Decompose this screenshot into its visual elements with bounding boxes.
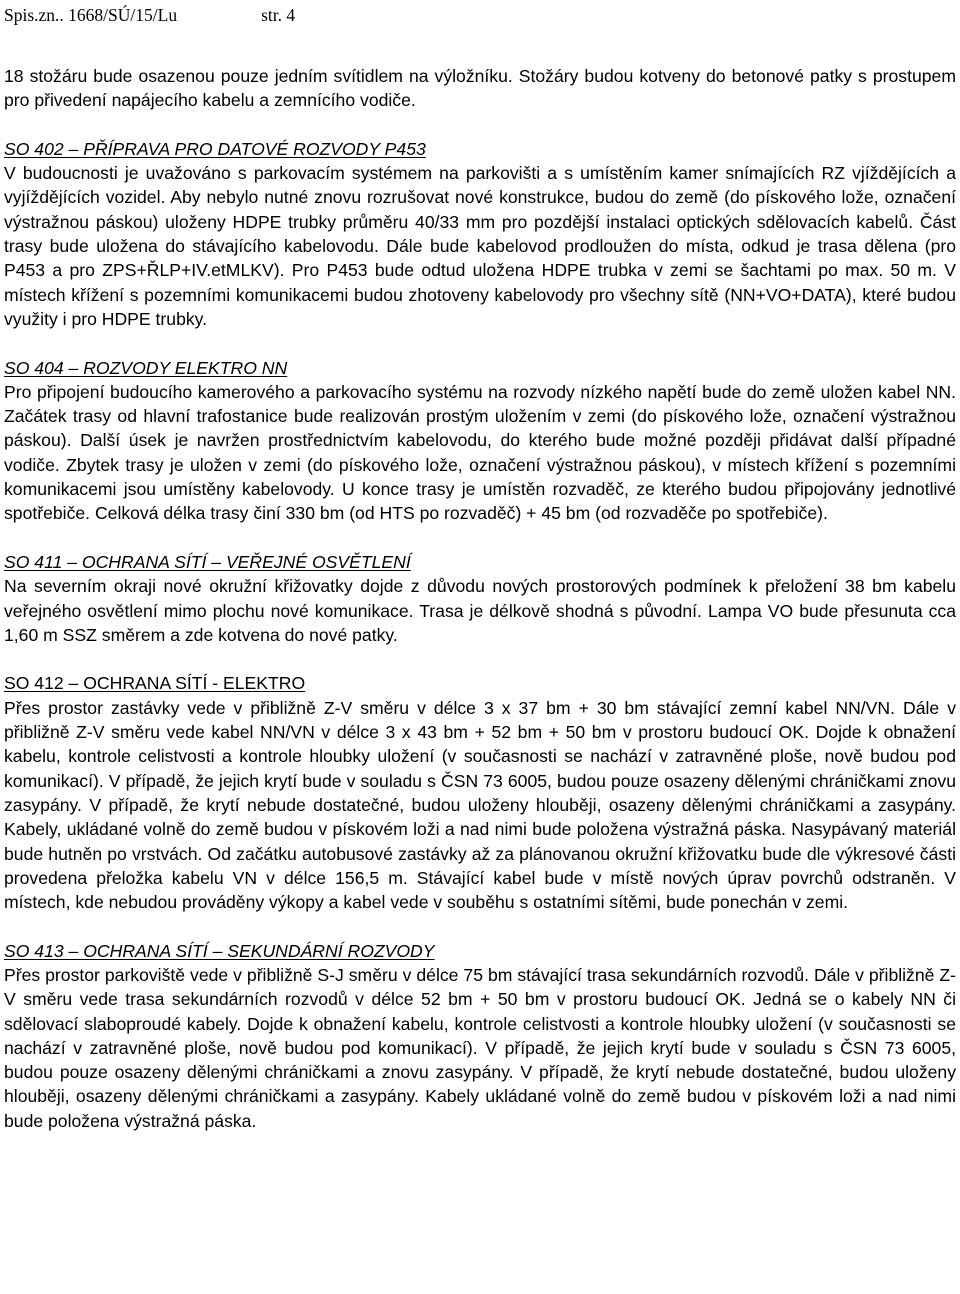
page-number: str. 4 [261, 5, 296, 25]
paragraph-gap [4, 914, 956, 938]
section-heading: SO 402 – PŘÍPRAVA PRO DATOVÉ ROZVODY P453 [4, 138, 426, 159]
paragraph-gap [4, 526, 956, 550]
section-body: Přes prostor parkoviště vede v přibližně S-J směru v délce 75 bm stávající trasa sekundárních rozvodů. Dále v přibližně Z-V směru vede trasa sekundárních rozvodů v délce 52 bm + 50 bm v prostoru budoucí OK. Jedná se o kabely NN či sdělovací slaboproudé kabely. Dojde k obnažení kabelu, kontrole celistvosti a kontrole hloubky uložení (v současnosti se nachází v zatravněné ploše, nově budou pod komunikací). V případě, že jejich krytí bude v souladu s ČSN 73 6005, budou pouze osazeny dělenými chráničkami a znovu zasypány. V případě, že krytí nebude dostatečné, budou uloženy hlouběji, osazeny dělenými chráničkami a zasypány. Kabely ukládané volně do země budou v pískovém loži a nad nimi bude položena výstražná páska. [4, 964, 956, 1131]
section-heading: SO 413 – OCHRANA SÍTÍ – SEKUNDÁRNÍ ROZVODY [4, 940, 435, 961]
section-body: Přes prostor zastávky vede v přibližně Z-V směru v délce 3 x 37 bm + 30 bm stávající zemní kabel NN/VN. Dále v přibližně Z-V směru vede kabel NN/VN v délce 3 x 43 bm + 52 bm + 50 bm v prostoru budoucí OK. Dojde k obnažení kabelu, kontrole celistvosti a kontrole hloubky uložení (v současnosti se nachází v zatravněné ploše, nově budou pod komunikací). V případě, že jejich krytí bude v souladu s ČSN 73 6005, budou pouze osazeny dělenými chráničkami znovu zasypány. V případě, že krytí nebude dostatečné, budou uloženy hlouběji, osazeny dělenými chráničkami a zasypány. Kabely, ukládané volně do země budou v pískovém loži a nad nimi bude položena výstražná páska. Nasypávaný materiál bude hutněn po vrstvách. Od začátku autobusové zastávky až za plánovanou okružní křižovatku bude dle výkresové části provedena přeložka kabelu VN v délce 156,5 m. Stávající kabel bude v místě nových úprav povrchů odstraněn. V místech, kde nebudou prováděny výkopy a kabel vede v souběhu s ostatními sítěmi, bude ponechán v zemi. [4, 697, 956, 913]
paragraph-gap [4, 647, 956, 671]
section-so-404 [4, 356, 956, 526]
section-body: Na severním okraji nové okružní křižovatky dojde z důvodu nových prostorových podmínek k přeložení 38 bm kabelu veřejného osvětlení mimo plochu nové komunikace. Trasa je délkově shodná s původní. Lampa VO bude přesunuta cca 1,60 m SSZ směrem a zde kotvena do nové patky. [4, 576, 956, 645]
paragraph-gap [4, 331, 956, 355]
document-body [4, 64, 956, 1133]
section-heading: SO 404 – ROZVODY ELEKTRO NN [4, 357, 288, 378]
section-body: Pro připojení budoucího kamerového a parkovacího systému na rozvody nízkého napětí bude do země uložen kabel NN. Začátek trasy od hlavní trafostanice bude realizován prostým uložením v zemi (do pískového lože, označení výstražnou páskou). Další úsek je navržen prostřednictvím kabelovodu, do kterého bude možné později přidávat další případné vodiče. Zbytek trasy je uložen v zemi (do pískového lože, označení výstražnou páskou), v místech křížení s pozemními komunikacemi jsou umístěny kabelovody. U konce trasy je umístěn rozvaděč, ze kterého budou připojovány jednotlivé spotřebiče. Celková délka trasy činí 330 bm (od HTS po rozvaděč) + 45 bm (od rozvaděče po spotřebiče). [4, 381, 956, 524]
section-so-413 [4, 939, 956, 1133]
section-heading: SO 411 – OCHRANA SÍTÍ – VEŘEJNÉ OSVĚTLENÍ [4, 551, 411, 572]
section-so-411 [4, 550, 956, 647]
page-header [4, 4, 295, 26]
section-so-412 [4, 671, 956, 914]
section-heading: SO 412 – OCHRANA SÍTÍ - ELEKTRO [4, 673, 306, 694]
section-intro [4, 64, 956, 113]
section-so-402 [4, 137, 956, 331]
document-reference: Spis.zn.. 1668/SÚ/15/Lu [4, 5, 178, 25]
paragraph-gap [4, 113, 956, 137]
section-body: V budoucnosti je uvažováno s parkovacím systémem na parkovišti a s umístěním kamer snímajících RZ vjíždějících a vyjíždějících vozidel. Aby nebylo nutné znovu rozrušovat nové konstrukce, budou do země (do pískového lože, označení výstražnou páskou) uloženy HDPE trubky průměru 40/33 mm pro pozdější instalaci optických sdělovacích kabelů. Část trasy bude uložena do stávajícího kabelovodu. Dále bude kabelovod prodloužen do místa, odkud je trasa dělena (pro P453 a pro ZPS+ŘLP+IV.etMLKV). Pro P453 bude odtud uložena HDPE trubka v zemi se šachtami po max. 50 m. V místech křížení s pozemními komunikacemi budou zhotoveny kabelovody pro všechny sítě (NN+VO+DATA), které budou využity i pro HDPE trubky. [4, 163, 956, 329]
section-body: 18 stožáru bude osazenou pouze jedním svítidlem na výložníku. Stožáry budou kotveny do betonové patky s prostupem pro přivedení napájecího kabelu a zemnícího vodiče. [4, 66, 956, 111]
